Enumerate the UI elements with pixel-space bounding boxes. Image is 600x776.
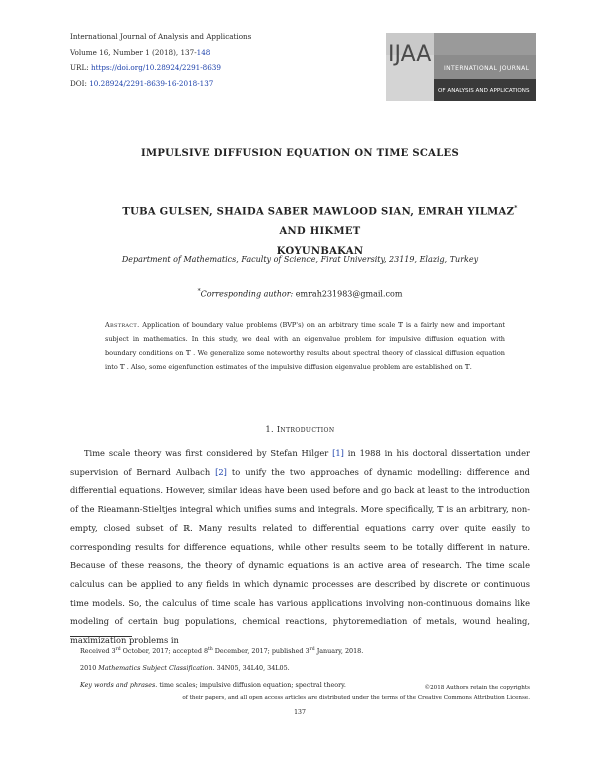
last-page-link[interactable]: 148: [196, 47, 211, 57]
authors-text-2: AND HIKMET: [279, 226, 361, 238]
corr-label: Corresponding author:: [200, 289, 296, 299]
journal-header: [70, 29, 251, 91]
journal-volume: [70, 45, 251, 61]
doi-link[interactable]: 10.28924/2291-8639-16-2018-137: [89, 78, 214, 88]
journal-name: International Journal of Analysis and Applications: [70, 32, 252, 41]
body-text-1: Time scale theory was first considered by Stefan Hilger: [84, 448, 333, 458]
authors-line-1: [110, 199, 530, 242]
introduction-paragraph: [70, 444, 530, 650]
paper-authors: [110, 199, 530, 262]
authors-line-2: KOYUNBAKAN: [276, 246, 364, 258]
url-label: URL:: [70, 63, 91, 72]
logo-line1: INTERNATIONAL JOURNAL: [444, 65, 530, 72]
corr-star: *: [197, 288, 201, 295]
abstract-heading: Abstract.: [105, 321, 140, 329]
msc-codes: 34N05, 34L40, 34L05.: [214, 664, 290, 673]
logo-mark: IJAA: [388, 42, 432, 67]
url-link[interactable]: https://doi.org/10.28924/2291-8639: [90, 63, 221, 72]
authors-text: TUBA GULSEN, SHAIDA SABER MAWLOOD SIAN, EMRAH YILMAZ: [122, 206, 515, 218]
journal-logo: [386, 33, 536, 101]
body-text-2: in 1988 in his doctoral dissertation under supervision of Bernard Aulbach: [70, 448, 530, 477]
copyright-line-2: of their papers, and all open access articles are distributed under the terms of the Creative Commons Attribution License.: [182, 694, 530, 701]
copyright-line-1: ©2018 Authors retain the copyrights: [424, 685, 530, 691]
journal-url: [70, 60, 251, 76]
page-number: 137: [294, 709, 306, 716]
corresponding-mark: *: [514, 205, 518, 212]
logo-line2: OF ANALYSIS AND APPLICATIONS: [438, 88, 530, 94]
sup-3: rd: [309, 647, 315, 652]
abstract: [105, 318, 505, 374]
msc-classification: [80, 660, 363, 677]
received-text-4: January, 2018.: [314, 647, 364, 656]
sup-1: rd: [115, 647, 121, 652]
corresponding-author: [0, 288, 600, 299]
citation-2[interactable]: [2]: [215, 466, 227, 477]
sup-2: th: [208, 647, 213, 652]
msc-year: 2010: [80, 664, 99, 673]
corr-email: emrah231983@gmail.com: [295, 289, 403, 299]
footnote-divider: [70, 636, 132, 637]
copyright-notice: [70, 684, 530, 703]
received-text-3: December, 2017; published 3: [212, 647, 310, 656]
paper-title: IMPULSIVE DIFFUSION EQUATION ON TIME SCALES: [140, 148, 460, 159]
abstract-text: Application of boundary value problems (BVP's) on an arbitrary time scale 𝕋 is a fairly new and important subject in mathematics. In this study, we deal with an eigenvalue problem for impulsive diffusion equation with boundary conditions on 𝕋 . We generalize some noteworthy results about spectral theory of classical diffusion equation into 𝕋 . Also, some eigenfunction estimates of the impulsive diffusion eigenvalue problem are established on 𝕋.: [105, 321, 505, 372]
body-text-3: to unify the two approaches of dynamic modelling: difference and differential equations. However, similar ideas have been used before and go back at least to the introduction of the Rieamann-Stieltjes integral which unifies sums and integrals. More specifically, 𝕋 is an arbitrary, non-empty, closed subset of ℝ. Many results related to differential equations carry over quite easily to corresponding results for difference equations, while other results seem to be totally different in nature. Because of these reasons, the theory of dynamic equations is an active area of research. The time scale calculus can be applied to any fields in which dynamic processes are described by discrete or continuous time models. So, the calculus of time scale has various applications involving non-continuous domains like modeling of certain bug populations, chemical reactions, phytoremediation of metals, wound healing, maximization problems in: [70, 466, 530, 646]
journal-doi: [70, 76, 251, 92]
section-heading: 1. Introduction: [265, 425, 335, 434]
doi-label: DOI:: [70, 78, 90, 88]
keywords-label: Key words and phrases.: [80, 681, 158, 690]
received-text-2: October, 2017; accepted 8: [120, 647, 209, 656]
received-text-1: Received 3: [80, 647, 116, 656]
received-dates: [80, 641, 363, 660]
affiliation: Department of Mathematics, Faculty of Science, Firat University, 23119, Elazig, Turkey: [121, 255, 479, 264]
journal-volume-text: Volume 16, Number 1 (2018), 137-: [70, 47, 197, 57]
msc-label: Mathematics Subject Classification.: [98, 664, 215, 673]
keywords-text: time scales; impulsive diffusion equation; spectral theory.: [157, 681, 346, 690]
citation-1[interactable]: [1]: [332, 448, 344, 458]
